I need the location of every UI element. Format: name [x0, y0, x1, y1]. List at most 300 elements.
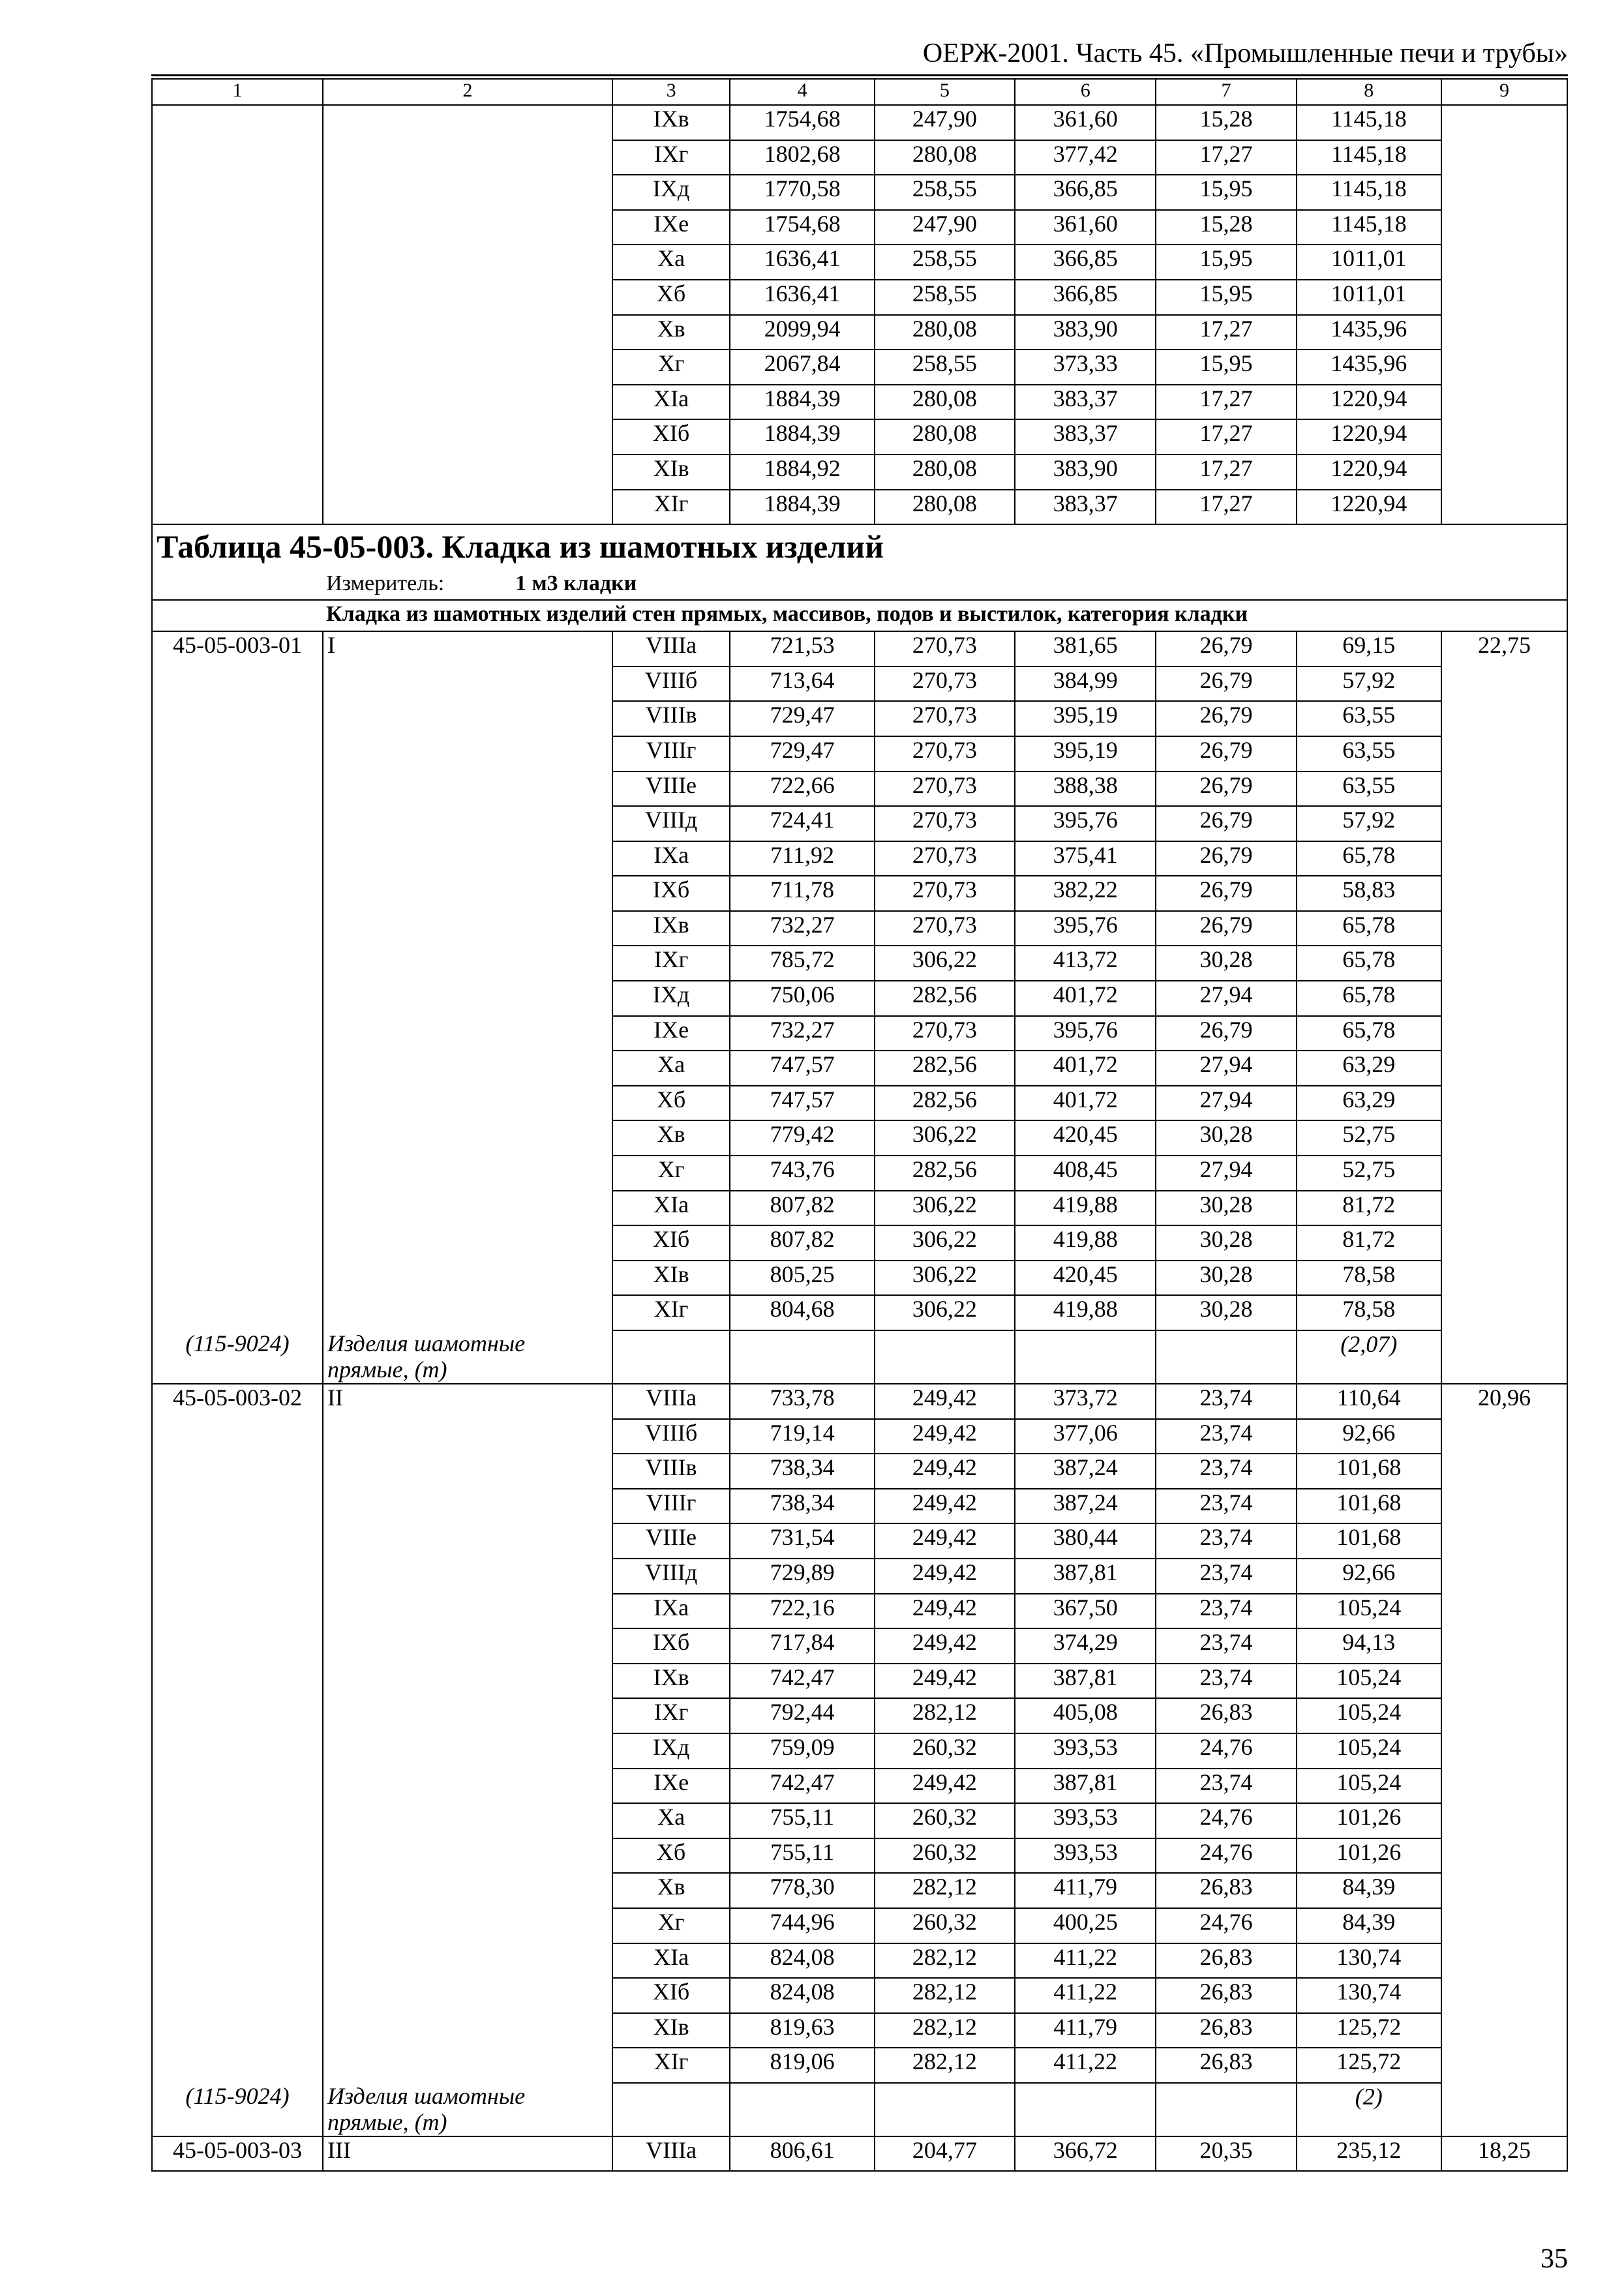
col9-cell	[1441, 1559, 1567, 1594]
value-cell: 23,74	[1156, 1769, 1296, 1804]
value-cell: 366,72	[1015, 2136, 1156, 2172]
table-row	[152, 981, 1567, 1016]
name-cell	[323, 1295, 612, 1330]
value-cell: 17,27	[1156, 385, 1296, 420]
col9-cell	[1441, 1803, 1567, 1838]
value-cell: 30,28	[1156, 1120, 1296, 1156]
col9-cell	[1441, 1908, 1567, 1943]
value-cell: 101,26	[1297, 1803, 1441, 1838]
col9-cell	[1441, 455, 1567, 490]
name-cell	[323, 1156, 612, 1191]
value-cell: XIв	[612, 1261, 730, 1296]
table-row	[152, 280, 1567, 315]
value-cell: 15,95	[1156, 245, 1296, 280]
value-cell: 1145,18	[1297, 105, 1441, 140]
name-cell	[323, 1559, 612, 1594]
col9-cell	[1441, 1016, 1567, 1051]
value-cell: Xа	[612, 1051, 730, 1086]
name-cell	[323, 701, 612, 736]
value-cell: VIIIа	[612, 2136, 730, 2172]
name-cell: I	[323, 631, 612, 666]
col9-cell	[1441, 280, 1567, 315]
table-row	[152, 1419, 1567, 1454]
measure-value: 1 м3 кладки	[515, 571, 637, 596]
col9-cell	[1441, 1261, 1567, 1296]
value-cell: XIв	[612, 455, 730, 490]
code-cell	[152, 1454, 323, 1489]
table-row	[152, 140, 1567, 175]
value-cell: 282,12	[875, 2013, 1015, 2048]
value-cell: 383,37	[1015, 490, 1156, 525]
name-cell	[323, 1698, 612, 1733]
value-cell: IXг	[612, 1698, 730, 1733]
name-cell	[323, 876, 612, 911]
col9-cell	[1441, 245, 1567, 280]
table-row	[152, 1908, 1567, 1943]
code-cell	[152, 946, 323, 981]
name-cell	[323, 1454, 612, 1489]
value-cell: 280,08	[875, 385, 1015, 420]
name-cell: II	[323, 1384, 612, 1419]
name-cell	[323, 175, 612, 210]
table-row	[152, 841, 1567, 876]
value-cell: 24,76	[1156, 1908, 1296, 1943]
value-cell: IXб	[612, 876, 730, 911]
value-cell: 719,14	[730, 1419, 874, 1454]
value-cell: XIг	[612, 1295, 730, 1330]
value-cell: 388,38	[1015, 771, 1156, 807]
table-row	[152, 876, 1567, 911]
value-cell: 105,24	[1297, 1698, 1441, 1733]
value-cell: 282,12	[875, 1978, 1015, 2013]
name-cell	[323, 280, 612, 315]
code-cell	[152, 1908, 323, 1943]
value-cell: IXд	[612, 981, 730, 1016]
col9-cell	[1441, 1664, 1567, 1699]
value-cell: XIг	[612, 490, 730, 525]
value-cell: 759,09	[730, 1733, 874, 1769]
table-row	[152, 1295, 1567, 1330]
value-cell: 249,42	[875, 1628, 1015, 1664]
page-number: 35	[1541, 2244, 1568, 2274]
value-cell: 26,83	[1156, 2048, 1296, 2083]
value-cell: 63,55	[1297, 736, 1441, 771]
code-cell	[152, 736, 323, 771]
value-cell: 1802,68	[730, 140, 874, 175]
value-cell: 105,24	[1297, 1733, 1441, 1769]
value-cell: 1220,94	[1297, 490, 1441, 525]
value-cell	[1156, 2083, 1296, 2136]
value-cell: 750,06	[730, 981, 874, 1016]
table-row	[152, 1769, 1567, 1804]
value-cell: 387,81	[1015, 1559, 1156, 1594]
col9-cell	[1441, 140, 1567, 175]
value-cell: VIIIг	[612, 1489, 730, 1524]
value-cell: 282,12	[875, 1943, 1015, 1979]
value-cell: 270,73	[875, 771, 1015, 807]
name-cell	[323, 1978, 612, 2013]
value-cell: 374,29	[1015, 1628, 1156, 1664]
section-measure	[152, 571, 1567, 600]
code-cell	[152, 245, 323, 280]
col9-cell	[1441, 2048, 1567, 2083]
col9-cell	[1441, 806, 1567, 841]
col9-cell	[1441, 1873, 1567, 1908]
code-cell	[152, 280, 323, 315]
value-cell: 367,50	[1015, 1594, 1156, 1629]
value-cell: Xг	[612, 350, 730, 385]
value-cell: 373,72	[1015, 1384, 1156, 1419]
value-cell: 742,47	[730, 1664, 874, 1699]
value-cell: 807,82	[730, 1191, 874, 1226]
value-cell: 387,81	[1015, 1664, 1156, 1699]
table-row	[152, 1943, 1567, 1979]
code-cell	[152, 1873, 323, 1908]
name-cell	[323, 245, 612, 280]
col9-cell	[1441, 1733, 1567, 1769]
value-cell: IXд	[612, 1733, 730, 1769]
table-row	[152, 1873, 1567, 1908]
value-cell: 395,76	[1015, 1016, 1156, 1051]
value-cell: 387,24	[1015, 1489, 1156, 1524]
value-cell: 361,60	[1015, 210, 1156, 245]
value-cell: 401,72	[1015, 981, 1156, 1016]
table-row	[152, 2013, 1567, 2048]
value-cell: 722,66	[730, 771, 874, 807]
value-cell: 1011,01	[1297, 245, 1441, 280]
value-cell: IXв	[612, 105, 730, 140]
code-cell	[152, 911, 323, 946]
col9-cell	[1441, 1120, 1567, 1156]
table-row	[152, 1156, 1567, 1191]
resource-name	[323, 2083, 612, 2136]
table-row	[152, 245, 1567, 280]
value-cell: 65,78	[1297, 911, 1441, 946]
code-cell	[152, 1489, 323, 1524]
value-cell: 401,72	[1015, 1086, 1156, 1121]
value-cell: 306,22	[875, 1191, 1015, 1226]
name-cell	[323, 736, 612, 771]
value-cell: 819,63	[730, 2013, 874, 2048]
table-row	[152, 1559, 1567, 1594]
name-cell	[323, 1943, 612, 1979]
code-cell	[152, 701, 323, 736]
code-cell	[152, 1419, 323, 1454]
col9-cell	[1441, 876, 1567, 911]
value-cell: 15,28	[1156, 105, 1296, 140]
col9-cell	[1441, 1978, 1567, 2013]
value-cell: 282,12	[875, 2048, 1015, 2083]
table-row	[152, 701, 1567, 736]
code-cell	[152, 1698, 323, 1733]
value-cell: 84,39	[1297, 1908, 1441, 1943]
table-row	[152, 1698, 1567, 1733]
resource-code: (115-9024)	[152, 2083, 323, 2136]
value-cell: VIIIб	[612, 666, 730, 702]
col9-cell	[1441, 1156, 1567, 1191]
name-cell	[323, 210, 612, 245]
value-cell: 721,53	[730, 631, 874, 666]
name-cell	[323, 1523, 612, 1559]
value-cell: Xв	[612, 315, 730, 350]
table-row	[152, 806, 1567, 841]
value-cell: 260,32	[875, 1733, 1015, 1769]
value-cell: 395,19	[1015, 701, 1156, 736]
table-row	[152, 1594, 1567, 1629]
col9-cell	[1441, 315, 1567, 350]
name-cell	[323, 911, 612, 946]
name-cell	[323, 1051, 612, 1086]
value-cell: 17,27	[1156, 455, 1296, 490]
name-cell	[323, 1838, 612, 1874]
code-cell	[152, 1191, 323, 1226]
value-cell: 382,22	[1015, 876, 1156, 911]
value-cell: 27,94	[1156, 981, 1296, 1016]
value-cell: 26,83	[1156, 1698, 1296, 1733]
code-cell	[152, 666, 323, 702]
value-cell: 23,74	[1156, 1489, 1296, 1524]
value-cell: Xа	[612, 1803, 730, 1838]
value-cell: 1435,96	[1297, 315, 1441, 350]
value-cell: 1435,96	[1297, 350, 1441, 385]
value-cell: XIб	[612, 419, 730, 455]
value-cell: 306,22	[875, 1261, 1015, 1296]
value-cell: Xа	[612, 245, 730, 280]
col9-cell	[1441, 946, 1567, 981]
value-cell: 1636,41	[730, 245, 874, 280]
value-cell: 247,90	[875, 105, 1015, 140]
value-cell: 105,24	[1297, 1594, 1441, 1629]
resource-code: (115-9024)	[152, 1330, 323, 1384]
value-cell: 366,85	[1015, 245, 1156, 280]
value-cell: 785,72	[730, 946, 874, 981]
code-cell	[152, 1086, 323, 1121]
code-cell	[152, 1733, 323, 1769]
value-cell: 395,19	[1015, 736, 1156, 771]
value-cell: 729,47	[730, 736, 874, 771]
value-cell: 1884,92	[730, 455, 874, 490]
value-cell: 26,79	[1156, 666, 1296, 702]
value-cell: 26,83	[1156, 1978, 1296, 2013]
name-cell	[323, 1628, 612, 1664]
value-cell: 23,74	[1156, 1559, 1296, 1594]
col9-cell	[1441, 1594, 1567, 1629]
value-cell: 20,35	[1156, 2136, 1296, 2172]
value-cell: IXа	[612, 841, 730, 876]
section-subtitle-row	[152, 600, 1567, 631]
code-cell	[152, 140, 323, 175]
value-cell: 306,22	[875, 1225, 1015, 1261]
value-cell: XIб	[612, 1225, 730, 1261]
value-cell: 280,08	[875, 315, 1015, 350]
value-cell: VIIIа	[612, 631, 730, 666]
value-cell: 24,76	[1156, 1803, 1296, 1838]
value-cell: 58,83	[1297, 876, 1441, 911]
col9-cell	[1441, 1489, 1567, 1524]
code-cell	[152, 841, 323, 876]
col9-cell	[1441, 666, 1567, 702]
name-cell	[323, 1733, 612, 1769]
value-cell: 377,06	[1015, 1419, 1156, 1454]
value-cell: VIIIв	[612, 1454, 730, 1489]
col9-cell	[1441, 1628, 1567, 1664]
section-title-row	[152, 524, 1567, 571]
value-cell: 755,11	[730, 1838, 874, 1874]
code-cell	[152, 1120, 323, 1156]
value-cell: 1754,68	[730, 105, 874, 140]
col9-cell	[1441, 1191, 1567, 1226]
value-cell: 824,08	[730, 1978, 874, 2013]
value-cell: 1220,94	[1297, 385, 1441, 420]
value-cell: 383,37	[1015, 419, 1156, 455]
value-cell: 717,84	[730, 1628, 874, 1664]
value-cell: 27,94	[1156, 1156, 1296, 1191]
table-row	[152, 1225, 1567, 1261]
value-cell: 27,94	[1156, 1086, 1296, 1121]
value-cell: 260,32	[875, 1838, 1015, 1874]
table-row	[152, 1384, 1567, 1419]
col9-cell	[1441, 2083, 1567, 2136]
name-cell	[323, 666, 612, 702]
value-cell: 125,72	[1297, 2048, 1441, 2083]
value-cell: 282,56	[875, 981, 1015, 1016]
value-cell: IXг	[612, 140, 730, 175]
col9-cell	[1441, 841, 1567, 876]
value-cell: 15,95	[1156, 280, 1296, 315]
value-cell: 26,79	[1156, 1016, 1296, 1051]
col9-cell	[1441, 419, 1567, 455]
value-cell: 282,56	[875, 1156, 1015, 1191]
table-row	[152, 315, 1567, 350]
name-cell	[323, 419, 612, 455]
table-row	[152, 771, 1567, 807]
value-cell: 419,88	[1015, 1225, 1156, 1261]
value-cell: 105,24	[1297, 1664, 1441, 1699]
name-cell	[323, 105, 612, 140]
value-cell: 405,08	[1015, 1698, 1156, 1733]
col9-cell: 20,96	[1441, 1384, 1567, 1419]
value-cell: 1884,39	[730, 385, 874, 420]
value-cell: 23,74	[1156, 1594, 1296, 1629]
code-cell	[152, 1943, 323, 1979]
code-cell	[152, 1769, 323, 1804]
name-cell	[323, 140, 612, 175]
value-cell: 401,72	[1015, 1051, 1156, 1086]
code-cell	[152, 806, 323, 841]
resource-row	[152, 1330, 1567, 1384]
table-row	[152, 631, 1567, 666]
name-cell	[323, 1225, 612, 1261]
name-cell	[323, 315, 612, 350]
value-cell: 400,25	[1015, 1908, 1156, 1943]
value-cell: VIIIг	[612, 736, 730, 771]
value-cell: 270,73	[875, 666, 1015, 702]
value-cell: 26,79	[1156, 911, 1296, 946]
value-cell: 78,58	[1297, 1295, 1441, 1330]
value-cell	[875, 1330, 1015, 1384]
name-cell: III	[323, 2136, 612, 2172]
value-cell: 711,92	[730, 841, 874, 876]
col9-cell	[1441, 1454, 1567, 1489]
measure-label: Измеритель:	[326, 571, 445, 596]
code-cell	[152, 1628, 323, 1664]
value-cell: 732,27	[730, 1016, 874, 1051]
code-cell	[152, 1559, 323, 1594]
value-cell: 52,75	[1297, 1156, 1441, 1191]
value-cell: 26,79	[1156, 771, 1296, 807]
value-cell: 778,30	[730, 1873, 874, 1908]
col9-cell	[1441, 1295, 1567, 1330]
col9-cell: 18,25	[1441, 2136, 1567, 2172]
value-cell: 249,42	[875, 1523, 1015, 1559]
resource-row	[152, 2083, 1567, 2136]
value-cell: 26,79	[1156, 876, 1296, 911]
resource-name-line2: прямые, (т)	[327, 2108, 447, 2135]
value-cell: IXе	[612, 1016, 730, 1051]
name-cell	[323, 1261, 612, 1296]
value-cell: Xв	[612, 1873, 730, 1908]
value-cell: 411,79	[1015, 2013, 1156, 2048]
value-cell: 779,42	[730, 1120, 874, 1156]
value-cell: VIIIб	[612, 1419, 730, 1454]
value-cell: XIг	[612, 2048, 730, 2083]
value-cell: 15,28	[1156, 210, 1296, 245]
value-cell: 92,66	[1297, 1419, 1441, 1454]
code-cell	[152, 1978, 323, 2013]
value-cell: 384,99	[1015, 666, 1156, 702]
value-cell: 383,90	[1015, 455, 1156, 490]
value-cell: 282,12	[875, 1873, 1015, 1908]
col9-cell	[1441, 1523, 1567, 1559]
value-cell: 395,76	[1015, 806, 1156, 841]
value-cell: VIIIд	[612, 1559, 730, 1594]
value-cell: 383,37	[1015, 385, 1156, 420]
value-cell: XIа	[612, 385, 730, 420]
value-cell: 375,41	[1015, 841, 1156, 876]
table-row	[152, 1454, 1567, 1489]
code-cell	[152, 1156, 323, 1191]
value-cell: 249,42	[875, 1769, 1015, 1804]
value-cell	[730, 1330, 874, 1384]
col9-cell	[1441, 1330, 1567, 1384]
value-cell: IXб	[612, 1628, 730, 1664]
value-cell: 30,28	[1156, 1261, 1296, 1296]
code-cell	[152, 1523, 323, 1559]
value-cell: 26,83	[1156, 1943, 1296, 1979]
value-cell: 1145,18	[1297, 140, 1441, 175]
value-cell: 413,72	[1015, 946, 1156, 981]
code-cell: 45-05-003-01	[152, 631, 323, 666]
value-cell: IXг	[612, 946, 730, 981]
col9-cell	[1441, 1838, 1567, 1874]
value-cell: 249,42	[875, 1594, 1015, 1629]
table-row	[152, 1051, 1567, 1086]
col9-cell	[1441, 350, 1567, 385]
value-cell: 249,42	[875, 1489, 1015, 1524]
value-cell: 2067,84	[730, 350, 874, 385]
value-cell: 419,88	[1015, 1295, 1156, 1330]
name-cell	[323, 1908, 612, 1943]
code-cell	[152, 2048, 323, 2083]
value-cell: 101,68	[1297, 1489, 1441, 1524]
value-cell: 23,74	[1156, 1523, 1296, 1559]
value-cell: 270,73	[875, 876, 1015, 911]
value-cell: 101,68	[1297, 1454, 1441, 1489]
column-number: 4	[730, 79, 874, 105]
col9-cell	[1441, 1698, 1567, 1733]
table-row	[152, 455, 1567, 490]
value-cell: 92,66	[1297, 1559, 1441, 1594]
